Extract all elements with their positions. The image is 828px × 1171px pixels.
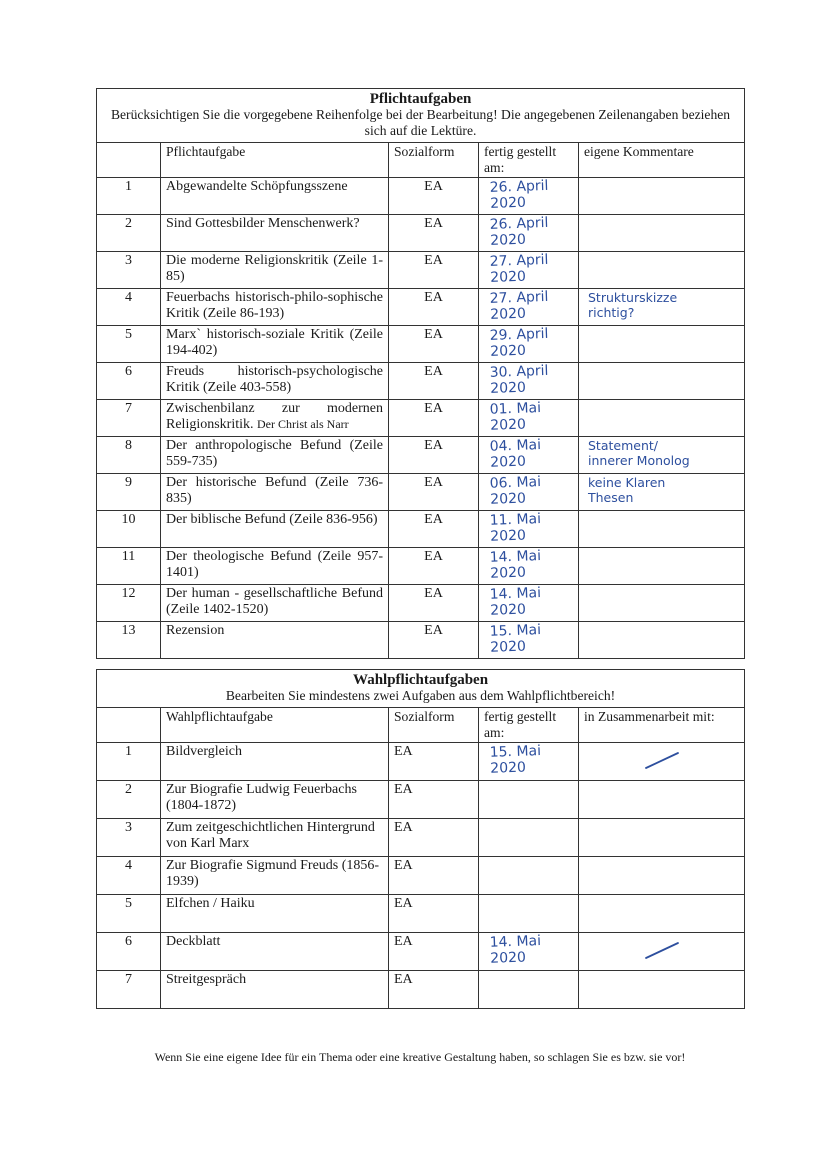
task-note: Der Christ als Narr bbox=[257, 417, 349, 431]
social-form: EA bbox=[389, 252, 479, 289]
task-text: Der anthropologische Befund (Zeile 559-735) bbox=[166, 438, 383, 469]
footer-note: Wenn Sie eine eigene Idee für ein Thema oder eine kreative Gestaltung haben, so schlagen Sie es bzw. sie vor! bbox=[154, 1050, 686, 1064]
column-header-task: Wahlpflichtaufgabe bbox=[161, 708, 389, 743]
table-row bbox=[97, 363, 745, 400]
task-name bbox=[161, 548, 389, 585]
handwritten-date: 15. Mai 2020 bbox=[489, 622, 542, 656]
collab-cell bbox=[579, 895, 745, 933]
column-header-collab: in Zusammenarbeit mit: bbox=[579, 708, 745, 743]
task-text: Der theologische Befund (Zeile 957-1401) bbox=[166, 549, 383, 580]
task-text: Der human - gesellschaftliche Befund (Zeile 1402-1520) bbox=[166, 586, 383, 617]
task-text: Rezension bbox=[166, 623, 225, 638]
task-text: Freuds historisch-psychologische Kritik (Zeile 403-558) bbox=[166, 364, 383, 395]
comment-cell bbox=[579, 326, 745, 363]
social-form: EA bbox=[389, 622, 479, 659]
table-row bbox=[97, 895, 745, 933]
comment-cell bbox=[579, 178, 745, 215]
collab-cell bbox=[579, 743, 745, 781]
social-form: EA bbox=[389, 437, 479, 474]
table-row bbox=[97, 511, 745, 548]
row-number: 11 bbox=[97, 548, 161, 585]
completion-date bbox=[479, 622, 579, 659]
completion-date bbox=[479, 437, 579, 474]
row-number: 12 bbox=[97, 585, 161, 622]
row-number: 6 bbox=[97, 933, 161, 971]
column-header-form: Sozialform bbox=[389, 708, 479, 743]
collab-cell bbox=[579, 819, 745, 857]
table-row bbox=[97, 437, 745, 474]
completion-date bbox=[479, 743, 579, 781]
pen-stroke-icon bbox=[642, 940, 682, 960]
handwritten-date: 26. April 2020 bbox=[489, 177, 549, 212]
table-gap bbox=[97, 659, 745, 670]
social-form: EA bbox=[389, 215, 479, 252]
task-name bbox=[161, 215, 389, 252]
social-form: EA bbox=[389, 857, 479, 895]
task-name: Zum zeitgeschichtlichen Hintergrund von Karl Marx bbox=[161, 819, 389, 857]
row-number: 2 bbox=[97, 781, 161, 819]
task-name bbox=[161, 622, 389, 659]
social-form: EA bbox=[389, 474, 479, 511]
social-form: EA bbox=[389, 933, 479, 971]
collab-cell bbox=[579, 971, 745, 1009]
completion-date bbox=[479, 857, 579, 895]
column-header-date: fertig gestellt am: bbox=[479, 143, 579, 178]
handwritten-date: 14. Mai 2020 bbox=[489, 585, 542, 619]
table-row bbox=[97, 743, 745, 781]
worksheet bbox=[96, 88, 744, 1009]
comment-cell bbox=[579, 252, 745, 289]
table-row bbox=[97, 857, 745, 895]
social-form: EA bbox=[389, 743, 479, 781]
comment-cell bbox=[579, 585, 745, 622]
column-header-task: Pflichtaufgabe bbox=[161, 143, 389, 178]
table-row bbox=[97, 474, 745, 511]
social-form: EA bbox=[389, 819, 479, 857]
column-header-date: fertig gestellt am: bbox=[479, 708, 579, 743]
table-row bbox=[97, 326, 745, 363]
social-form: EA bbox=[389, 895, 479, 933]
row-number: 9 bbox=[97, 474, 161, 511]
completion-date bbox=[479, 289, 579, 326]
task-name bbox=[161, 585, 389, 622]
social-form: EA bbox=[389, 971, 479, 1009]
social-form: EA bbox=[389, 781, 479, 819]
comment-cell bbox=[579, 215, 745, 252]
comment-cell bbox=[579, 548, 745, 585]
completion-date bbox=[479, 400, 579, 437]
column-header-comment: eigene Kommentare bbox=[579, 143, 745, 178]
comment-cell bbox=[579, 474, 745, 511]
column-header-form: Sozialform bbox=[389, 143, 479, 178]
pflicht-header bbox=[97, 89, 745, 143]
task-text: Marx` historisch-soziale Kritik (Zeile 194-402) bbox=[166, 327, 383, 358]
handwritten-comment: Strukturskizze richtig? bbox=[588, 290, 678, 320]
row-number: 8 bbox=[97, 437, 161, 474]
row-number: 5 bbox=[97, 326, 161, 363]
social-form: EA bbox=[389, 548, 479, 585]
handwritten-date: 01. Mai 2020 bbox=[489, 400, 542, 434]
handwritten-date: 06. Mai 2020 bbox=[489, 474, 542, 508]
social-form: EA bbox=[389, 585, 479, 622]
task-name: Zur Biografie Ludwig Feuerbachs (1804-1872) bbox=[161, 781, 389, 819]
row-number: 4 bbox=[97, 289, 161, 326]
table-row bbox=[97, 781, 745, 819]
table-row bbox=[97, 252, 745, 289]
completion-date bbox=[479, 252, 579, 289]
collab-cell bbox=[579, 933, 745, 971]
row-number: 7 bbox=[97, 400, 161, 437]
handwritten-date: 14. Mai 2020 bbox=[489, 933, 542, 967]
task-name bbox=[161, 178, 389, 215]
table-row bbox=[97, 178, 745, 215]
handwritten-date: 04. Mai 2020 bbox=[489, 437, 542, 471]
completion-date bbox=[479, 474, 579, 511]
wahl-header bbox=[97, 670, 745, 708]
table-row bbox=[97, 971, 745, 1009]
table-row bbox=[97, 933, 745, 971]
handwritten-comment: Statement/ innerer Monolog bbox=[588, 438, 690, 468]
completion-date bbox=[479, 548, 579, 585]
handwritten-date: 11. Mai 2020 bbox=[489, 511, 542, 545]
handwritten-date: 27. April 2020 bbox=[489, 251, 549, 286]
row-number: 1 bbox=[97, 743, 161, 781]
completion-date bbox=[479, 363, 579, 400]
task-table bbox=[96, 88, 745, 1009]
completion-date bbox=[479, 819, 579, 857]
completion-date bbox=[479, 326, 579, 363]
social-form: EA bbox=[389, 400, 479, 437]
comment-cell bbox=[579, 622, 745, 659]
row-number: 6 bbox=[97, 363, 161, 400]
task-text: Abgewandelte Schöpfungsszene bbox=[166, 179, 348, 194]
task-text: Sind Gottesbilder Menschenwerk? bbox=[166, 216, 360, 231]
task-name bbox=[161, 363, 389, 400]
task-name bbox=[161, 252, 389, 289]
handwritten-comment: keine Klaren Thesen bbox=[588, 475, 666, 505]
comment-cell bbox=[579, 400, 745, 437]
task-text: Die moderne Religionskritik (Zeile 1-85) bbox=[166, 253, 383, 284]
table-row bbox=[97, 819, 745, 857]
task-name bbox=[161, 511, 389, 548]
table-row bbox=[97, 622, 745, 659]
handwritten-date: 30. April 2020 bbox=[489, 362, 549, 397]
social-form: EA bbox=[389, 326, 479, 363]
task-name bbox=[161, 400, 389, 437]
task-name bbox=[161, 474, 389, 511]
row-number: 7 bbox=[97, 971, 161, 1009]
wahl-title: Wahlpflichtaufgaben bbox=[353, 672, 489, 688]
task-name: Deckblatt bbox=[161, 933, 389, 971]
completion-date bbox=[479, 178, 579, 215]
comment-cell bbox=[579, 437, 745, 474]
task-name: Elfchen / Haiku bbox=[161, 895, 389, 933]
handwritten-date: 15. Mai 2020 bbox=[489, 743, 542, 777]
pflicht-title: Pflichtaufgaben bbox=[369, 91, 472, 107]
social-form: EA bbox=[389, 178, 479, 215]
task-text: Zwischenbilanz zur modernen Religionskritik. bbox=[166, 401, 383, 432]
pen-stroke-icon bbox=[642, 750, 682, 770]
collab-cell bbox=[579, 781, 745, 819]
row-number: 10 bbox=[97, 511, 161, 548]
completion-date bbox=[479, 585, 579, 622]
row-number: 3 bbox=[97, 252, 161, 289]
comment-cell bbox=[579, 363, 745, 400]
social-form: EA bbox=[389, 289, 479, 326]
task-name bbox=[161, 289, 389, 326]
completion-date bbox=[479, 511, 579, 548]
task-name bbox=[161, 326, 389, 363]
handwritten-date: 29. April 2020 bbox=[489, 325, 549, 360]
row-number: 5 bbox=[97, 895, 161, 933]
pflicht-column-headers bbox=[97, 143, 745, 178]
social-form: EA bbox=[389, 363, 479, 400]
completion-date bbox=[479, 215, 579, 252]
wahl-instruction: Bearbeiten Sie mindestens zwei Aufgaben aus dem Wahlpflichtbereich! bbox=[225, 688, 616, 703]
table-row bbox=[97, 400, 745, 437]
task-name: Streitgespräch bbox=[161, 971, 389, 1009]
table-row bbox=[97, 585, 745, 622]
completion-date bbox=[479, 971, 579, 1009]
column-header-nr bbox=[97, 143, 161, 178]
row-number: 4 bbox=[97, 857, 161, 895]
pflicht-instruction: Berücksichtigen Sie die vorgegebene Reihenfolge bei der Bearbeitung! Die angegebenen Zeilenangaben beziehen sich auf die Lektüre. bbox=[110, 107, 731, 138]
table-row bbox=[97, 289, 745, 326]
completion-date bbox=[479, 781, 579, 819]
task-name: Zur Biografie Sigmund Freuds (1856-1939) bbox=[161, 857, 389, 895]
completion-date bbox=[479, 933, 579, 971]
handwritten-date: 26. April 2020 bbox=[489, 214, 549, 249]
handwritten-date: 14. Mai 2020 bbox=[489, 548, 542, 582]
collab-cell bbox=[579, 857, 745, 895]
task-text: Der historische Befund (Zeile 736-835) bbox=[166, 475, 383, 506]
table-row bbox=[97, 215, 745, 252]
comment-cell bbox=[579, 511, 745, 548]
task-text: Der biblische Befund (Zeile 836-956) bbox=[166, 512, 378, 527]
handwritten-date: 27. April 2020 bbox=[489, 288, 549, 323]
social-form: EA bbox=[389, 511, 479, 548]
column-header-nr bbox=[97, 708, 161, 743]
row-number: 13 bbox=[97, 622, 161, 659]
task-name: Bildvergleich bbox=[161, 743, 389, 781]
row-number: 1 bbox=[97, 178, 161, 215]
comment-cell bbox=[579, 289, 745, 326]
table-row bbox=[97, 548, 745, 585]
task-name bbox=[161, 437, 389, 474]
task-text: Feuerbachs historisch-philo-sophische Kritik (Zeile 86-193) bbox=[166, 290, 383, 321]
completion-date bbox=[479, 895, 579, 933]
wahl-column-headers bbox=[97, 708, 745, 743]
row-number: 3 bbox=[97, 819, 161, 857]
row-number: 2 bbox=[97, 215, 161, 252]
